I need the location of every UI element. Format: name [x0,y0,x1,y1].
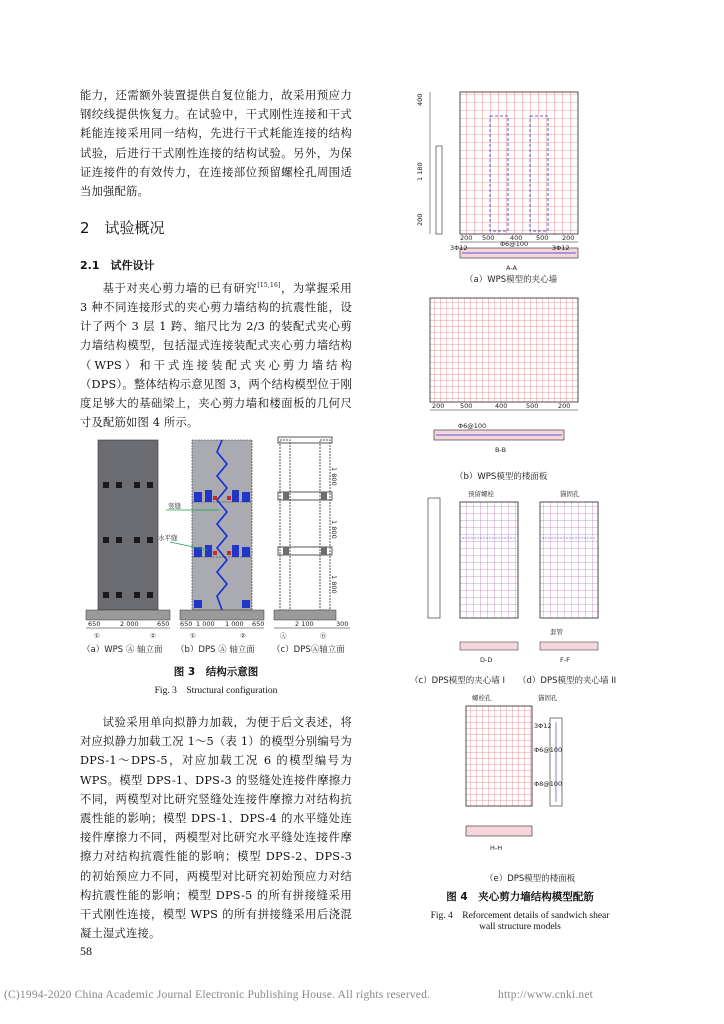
fig4-panel-b [430,298,578,454]
fig3-caption-en: Fig. 3 Structural configuration [154,686,278,696]
citation-ref: [15,16] [257,282,281,289]
axis-label: ① [190,632,196,640]
paragraph-intro-continued [80,86,352,201]
fig4-subcaption-e: （e）DPS模型的楼面板 [485,874,576,884]
axis-label: Ⓑ [320,632,327,640]
fig3-subcaption-a: （a）WPS Ⓐ 轴立面 [82,645,163,655]
fig4-subcaption-a: （a）WPS模型的夹心墙 [465,275,558,285]
paragraph-text: 能力，还需额外装置提供自复位能力，故采用预应力钢绞线提供恢复力。在试验中，干式刚性连接和干式耗能连接采用同一结构，先进行干式耗能连接的结构试验，后进行干式刚性连接的结构试验。另外，为保证连接件的有效传力，在连接部位预留螺栓孔周围适当加强配筋。 [80,89,352,199]
dim-label: 400 [495,402,508,410]
fig4-caption-cn: 图 4 夹心剪力墙结构模型配筋 [446,891,594,903]
section-label: D-D [480,656,493,664]
fig3-panel-c [274,437,350,640]
dim-label: 400 [510,234,523,242]
label-bolt: 预留螺栓 [468,490,494,498]
copyright-footer: (C)1994-2020 China Academic Journal Electronic Publishing House. All rights reserved. [4,989,431,1001]
section-label: F-F [560,656,570,664]
section-title: 2 试验概况 [80,219,165,237]
fig3-caption-cn: 图 3 结构示意图 [173,666,259,678]
paragraph-text-b: ，为掌握采用 3 种不同连接形式的夹心剪力墙结构的抗震性能，设计了两个 3 层 1 跨、缩尺比为 2/3 的装配式夹心剪力墙结构模型，包括湿式连接装配式夹心剪力墙结构（WPS）和干式连接装配式夹心剪力墙结构（DPS）。整体结构示意见图 3，两个结构模型位于刚度足够大的基础梁上，夹心剪力墙和楼面板的几何尺寸及配筋如图 4 所示。 [80,281,353,430]
label-horizontal-joint: 水平缝 [158,534,178,542]
story-dim: 1 800 [330,467,338,486]
dps-wall [192,440,252,610]
rebar-label: Φ8@100 [534,780,563,788]
rebar-label: 3Φ12 [534,722,552,730]
paragraph-specimen-design [80,276,352,432]
axis-label: Ⓐ [280,632,287,640]
label-anchor: 锚固孔 [560,490,580,498]
dps-wall-2-rebar [540,502,598,618]
fig4-panel-a [416,92,578,272]
wps-wall-rebar-grid [460,92,578,234]
dim-label: 500 [536,234,549,242]
dim-label: 200 [460,234,473,242]
label-pipe: 套管 [550,628,563,636]
figure-4-drawing [410,86,610,886]
footer-url[interactable]: http://www.cnki.net [498,989,594,1001]
rebar-label: 3Φ12 [552,244,570,252]
fig4-caption-en-line1: Fig. 4 Reforcement details of sandwich shear [430,911,610,921]
fig3-subcaption-b: （b）DPS Ⓐ 轴立面 [176,645,255,655]
dim-label: 2 000 [120,620,139,628]
rebar-label: Φ6@100 [500,240,529,248]
fig4-panel-e [466,693,562,852]
dim-label: 650 [252,620,265,628]
label-bolt-hole: 螺栓孔 [472,694,492,702]
axis-label: ② [150,632,156,640]
fig4-panel-cd [428,489,598,664]
dim-label: 500 [482,234,495,242]
rebar-label: Φ6@100 [458,422,487,430]
section-label: B-B [495,446,507,454]
dim-label: 500 [460,402,473,410]
dim-label: 200 [562,234,575,242]
wps-wall [98,440,158,610]
label-anchor: 锚固孔 [538,694,558,702]
subsection-title: 2.1 试件设计 [80,259,155,272]
dim-label: 1 000 [225,620,244,628]
story-dim: 1 800 [330,520,338,539]
dim-label: 400 [416,93,424,106]
fig4-subcaption-d: （d）DPS模型的夹心墙 II [518,676,617,686]
rebar-label: Φ6@100 [534,746,563,754]
dim-label: 1 000 [196,620,215,628]
fig3-subcaption-c: （c）DPSⒶ轴立面 [272,645,345,655]
paragraph-text-a: 基于对夹心剪力墙的已有研究 [102,281,258,295]
paragraph-loading [80,713,352,943]
dps-wall-1-rebar [460,502,518,618]
dim-label: 650 [157,620,170,628]
wps-slab-rebar-grid [430,298,578,402]
dps-slab-rebar-grid [466,706,532,806]
fig4-subcaption-c: （c）DPS模型的夹心墙 I [410,676,505,686]
fig3-panel-b [158,440,264,640]
fig4-caption-en-line2: wall structure models [479,922,561,932]
dim-label: 650 [180,620,193,628]
figure-3-drawing [80,432,352,658]
page-number: 58 [80,944,92,958]
section-label: A-A [506,264,517,272]
paragraph-text: 试验采用单向拟静力加载，为便于后文表述，将对应拟静力加载工况 1～5（表 1）的模型分别编号为 DPS-1～DPS-5，对应加载工况 6 的模型编号为 WPS。模型 DPS-1、DPS-3 的竖缝处连接件摩擦力不同，两模型对比研究竖缝处连接件摩擦力对结构抗震性能的影响；模型 DPS-1、DPS-4 的水平缝处连接件摩擦力不同，两模型对比研究水平缝处连接件摩擦力对结构抗震性能的影响；模型 DPS-2、DPS-3 的初始预应力不同，两模型对比研究初始预应力对结构抗震性能的影响；模型 DPS-5 的所有拼接缝采用干式刚性连接，模型 WPS 的所有拼接缝采用后浇混凝土湿式连接。 [80,716,352,941]
story-dim: 1 800 [330,575,338,594]
dim-label: 300 [336,620,349,628]
axis-label: ② [240,632,246,640]
dim-label: 200 [432,402,445,410]
section-label: H-H [490,844,503,852]
dim-label: 500 [526,402,539,410]
dim-label: 200 [416,213,424,226]
dim-label: 200 [558,402,571,410]
dim-label: 2 100 [295,620,314,628]
rebar-label: 3Φ12 [450,244,468,252]
axis-label: ① [94,632,100,640]
dim-label: 1 180 [416,162,424,181]
label-vertical-joint: 竖缝 [168,502,181,510]
fig4-subcaption-b: （b）WPS模型的楼面板 [455,472,548,482]
dim-label: 650 [88,620,101,628]
